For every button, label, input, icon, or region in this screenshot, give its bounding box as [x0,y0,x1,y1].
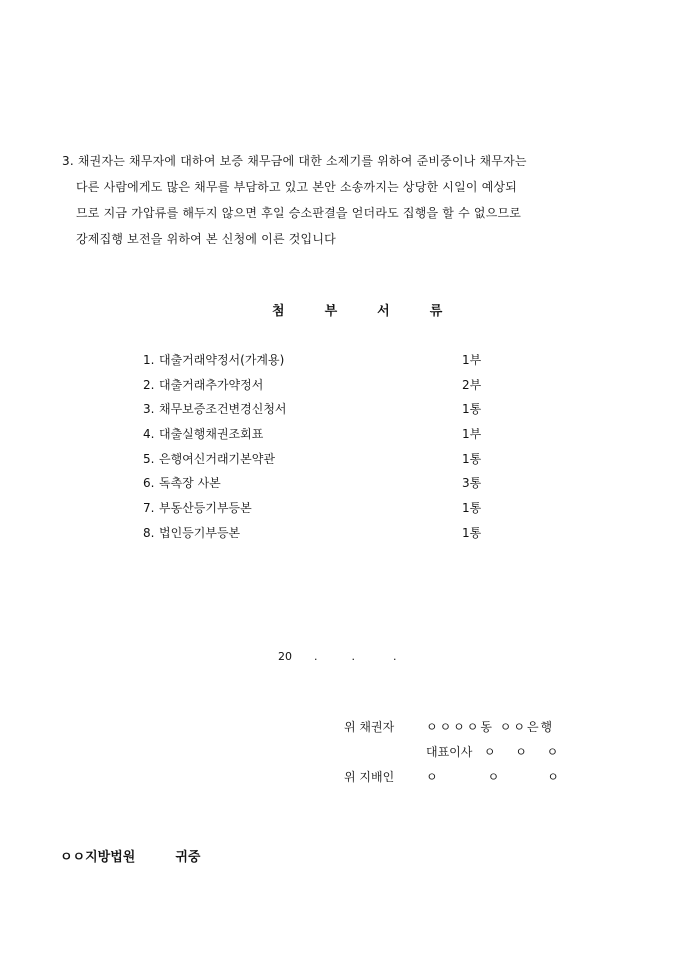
item-quantity: 1통 [462,451,482,466]
item-quantity: 1부 [462,353,482,367]
item-quantity: 1통 [462,501,482,516]
list-item [143,449,503,474]
item-number: 8. [143,525,155,540]
item-number: 4. [143,427,155,442]
item-number: 2. [143,377,155,392]
list-item [143,424,503,449]
manager-name-char: ㅇ [547,770,559,784]
attachments-title [272,300,442,319]
manager-label: 위 지배인 [344,770,395,784]
court-addressee [60,846,200,865]
paragraph-line-2: 다른 사람에게도 많은 채무를 부담하고 있고 본안 소송까지는 상당한 시일이 예상되 [76,180,518,194]
list-item [143,399,503,424]
item-quantity: 2부 [462,377,482,392]
date-separator: . [351,650,355,663]
filing-date [278,650,397,663]
item-quantity: 1부 [462,427,482,442]
item-name: 부동산등기부등본 [159,501,252,516]
attachments-title-char: 첨 [272,304,285,319]
item-name: 대출거래약정서(가계용) [159,353,285,367]
item-number: 6. [143,476,155,491]
item-number: 7. [143,501,155,516]
paragraph-line-4: 강제집행 보전을 위하여 본 신청에 이른 것입니다 [76,232,336,246]
representative-row [344,742,574,767]
attachments-title-char: 부 [324,304,338,319]
item-name: 독촉장 사본 [159,476,221,491]
date-year: 20 [278,650,292,663]
item-number: 5. [143,451,155,466]
attachments-list [143,350,503,548]
item-quantity: 1통 [462,525,482,540]
item-name: 법인등기부등본 [159,525,241,540]
list-item [143,523,503,548]
representative-text [426,742,566,762]
list-item [143,498,503,523]
creditor-row [344,717,574,742]
manager-row [344,767,574,792]
representative-label: 대표이사 [426,745,473,759]
list-item [143,375,503,400]
manager-name [426,767,559,787]
list-item [143,473,503,498]
date-separator: . [393,650,397,663]
court-suffix: 귀중 [175,850,201,865]
item-number: 3. [143,402,155,417]
item-quantity: 3통 [462,476,482,491]
paragraph-line-1: 3. 채권자는 채무자에 대하여 보증 채무금에 대한 소제기를 위하여 준비중이나 채무자는 [62,154,527,168]
paragraph-line-3: 므로 지금 가압류를 해두지 않으면 후일 승소판결을 얻더라도 집행을 할 수 없으므로 [76,206,522,220]
creditor-label: 위 채권자 [344,720,395,734]
date-separator: . [314,650,318,663]
item-number: 1. [143,353,155,367]
item-name: 대출실행채권조회표 [159,427,264,442]
attachments-title-char: 류 [429,304,443,319]
attachments-title-char: 서 [377,304,390,319]
item-quantity: 1통 [462,402,482,417]
creditor-value: ㅇㅇㅇㅇ동 ㅇㅇ은행 [426,720,555,734]
court-name: ㅇㅇ지방법원 [60,850,136,865]
manager-name-char: ㅇ [487,770,500,784]
list-item [143,350,503,375]
representative-name: ㅇ ㅇ ㅇ [483,745,567,759]
item-name: 채무보증조건변경신청서 [159,402,287,417]
item-name: 은행여신거래기본약관 [159,451,275,466]
signature-block [344,717,574,792]
manager-name-char: ㅇ [426,770,438,784]
item-name: 대출거래추가약정서 [159,377,264,392]
reason-paragraph [62,150,622,254]
